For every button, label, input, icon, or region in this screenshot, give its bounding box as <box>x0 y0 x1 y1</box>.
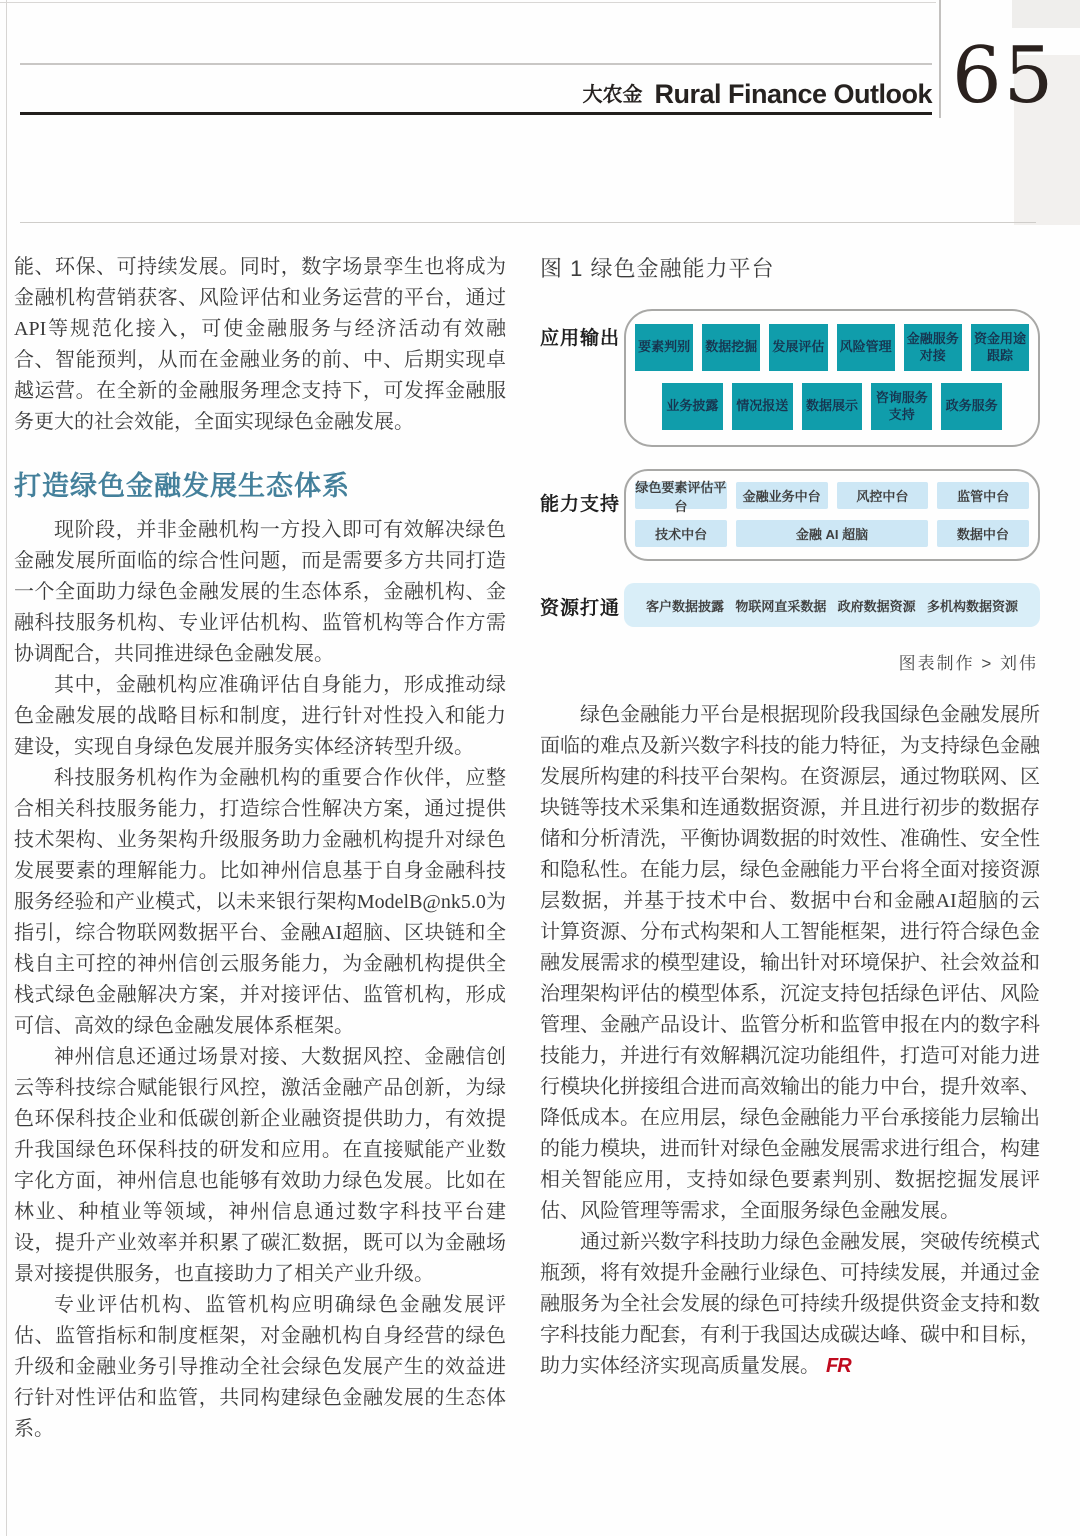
paragraph: 其中，金融机构应准确评估自身能力，形成推动绿色金融发展的战略目标和制度，进行针对性投入和能力建设，实现自身绿色发展并服务实体经济转型升级。 <box>14 674 506 758</box>
app-output-container <box>624 309 1040 447</box>
figure-credit: 图表制作 > 刘伟 <box>898 654 1038 673</box>
paragraph <box>540 1227 1040 1382</box>
resource-item: 客户数据披露 <box>646 598 725 614</box>
scan-shadow <box>1012 0 1080 28</box>
journal-title-cn: 大农金 <box>582 84 643 106</box>
app-output-box: 风险管理 <box>837 324 895 371</box>
article-end-mark: FR <box>826 1355 851 1377</box>
capability-box: 金融业务中台 <box>736 482 828 509</box>
app-output-box: 要素判别 <box>635 324 693 371</box>
capability-box: 绿色要素评估平台 <box>635 479 727 514</box>
app-output-box: 咨询服务支持 <box>871 383 932 430</box>
figure-section-capability <box>540 469 1040 561</box>
resource-item: 物联网直采数据 <box>735 598 827 614</box>
resource-band <box>624 583 1040 627</box>
header-divider-vertical <box>939 0 941 118</box>
paragraph: 绿色金融能力平台是根据现阶段我国绿色金融发展所面临的难点及新兴数字科技的能力特征，为支持绿色金融发展所构建的科技平台架构。在资源层，通过物联网、区块链等技术采集和连通数据资源，并且进行初步的数据存储和分析清洗，平衡协调数据的时效性、准确性、安全性和隐私性。在能力层，绿色金融能力平台将全面对接资源层数据，并基于技术中台、数据中台和金融AI超脑的云计算资源、分布式构架和人工智能框架，进行符合绿色金融发展需求的模型建设，输出针对环境保护、社会效益和治理架构评估的模型体系，沉淀支持包括绿色评估、风险管理、金融产品设计、监管分析和监管申报在内的数字科技能力，并进行有效解耦沉淀功能组件，打造可对能力进行模块化拼接组合进而高效输出的能力中台，提升效率、降低成本。在应用层，绿色金融能力平台承接能力层输出的能力模块，进而针对绿色金融发展需求进行组合，构建相关智能应用，支持如绿色要素判别、数据挖掘发展评估、风险管理等需求，全面服务绿色金融发展。 <box>540 704 1040 1222</box>
capability-box: 监管中台 <box>937 482 1029 509</box>
figure-section-label: 资源打通 <box>540 598 621 619</box>
figure-section-label: 应用输出 <box>540 328 621 349</box>
app-output-box: 数据展示 <box>802 383 863 430</box>
capability-box: 数据中台 <box>937 520 1029 547</box>
scan-edge-line <box>6 0 7 1536</box>
left-column <box>14 252 506 1445</box>
capability-container <box>624 469 1040 561</box>
paragraph: 专业评估机构、监管机构应明确绿色金融发展评估、监管指标和制度框架，对金融机构自身经营的绿色升级和金融业务引导推动全社会绿色发展产生的效益进行针对性评估和监管，共同构建绿色金融发展的生态体系。 <box>14 1294 506 1440</box>
paragraph: 能、环保、可持续发展。同时，数字场景孪生也将成为金融机构营销获客、风险评估和业务运营的平台，通过API等规范化接入，可使金融服务与经济活动有效融合、智能预判，从而在金融业务的前、中、后期实现卓越运营。在全新的金融服务理念支持下，可发挥金融服务更大的社会效能，全面实现绿色金融发展。 <box>14 256 506 433</box>
app-output-box: 发展评估 <box>769 324 827 371</box>
capability-box: 风控中台 <box>837 482 929 509</box>
paragraph: 现阶段，并非金融机构一方投入即可有效解决绿色金融发展所面临的综合性问题，而是需要多方共同打造一个全面助力绿色金融发展的生态体系，金融机构、金融科技服务机构、专业评估机构、监管机构等合作方需协调配合，共同推进绿色金融发展。 <box>14 519 506 665</box>
app-output-row2 <box>635 383 1029 430</box>
app-output-box: 资金用途跟踪 <box>971 324 1029 371</box>
capability-box: 技术中台 <box>635 520 727 547</box>
figure-section-resource <box>540 583 1040 627</box>
app-output-box: 金融服务对接 <box>904 324 962 371</box>
header <box>20 74 932 110</box>
paragraph: 神州信息还通过场景对接、大数据风控、金融信创云等科技综合赋能银行风控，激活金融产品创新，为绿色环保科技企业和低碳创新企业融资提供助力，有效提升我国绿色环保科技的研发和应用。在直接赋能产业数字化方面，神州信息也能够有效助力绿色发展。比如在林业、种植业等领域，神州信息通过数字科技平台建设，提升产业效率并积累了碳汇数据，既可以为金融场景对接提供服务，也直接助力了相关产业升级。 <box>14 1046 506 1285</box>
header-rule-thin <box>20 63 932 65</box>
capability-box: 金融 AI 超脑 <box>736 520 928 547</box>
section-heading: 打造绿色金融发展生态体系 <box>14 471 350 501</box>
figure-section-label: 能力支持 <box>540 494 621 515</box>
figure-section-app-output <box>540 309 1040 447</box>
page-number: 65 <box>952 31 1056 121</box>
scan-edge-line <box>0 2 936 3</box>
app-output-box: 情况报送 <box>732 383 793 430</box>
app-output-box: 政务服务 <box>941 383 1002 430</box>
capability-row2 <box>635 520 1029 547</box>
body-top-rule <box>20 222 1036 223</box>
right-column <box>540 252 1040 1382</box>
resource-item: 多机构数据资源 <box>926 598 1018 614</box>
app-output-box: 业务披露 <box>662 383 723 430</box>
app-output-row1 <box>635 324 1029 371</box>
app-output-box: 数据挖掘 <box>702 324 760 371</box>
figure-title: 图 1 绿色金融能力平台 <box>540 256 775 281</box>
paragraph: 科技服务机构作为金融机构的重要合作伙伴，应整合相关科技服务能力，打造综合性解决方案，通过提供技术架构、业务架构升级服务助力金融机构提升对绿色发展要素的理解能力。比如神州信息基于自身金融科技服务经验和产业模式，以未来银行架构ModelB@nk5.0为指引，综合物联网数据平台、金融AI超脑、区块链和全栈自主可控的神州信创云服务能力，为金融机构提供全栈式绿色金融解决方案，并对接评估、监管机构，形成可信、高效的绿色金融发展体系框架。 <box>14 767 506 1037</box>
capability-row1 <box>635 479 1029 514</box>
header-rule-thick <box>20 112 932 115</box>
paragraph-text: 通过新兴数字科技助力绿色金融发展，突破传统模式瓶颈，将有效提升金融行业绿色、可持续发展，并通过金融服务为全社会发展的绿色可持续升级提供资金支持和数字科技能力配套，有利于我国达成碳达峰、碳中和目标，助力实体经济实现高质量发展。 <box>540 1231 1040 1377</box>
resource-item: 政府数据资源 <box>837 598 916 614</box>
journal-title-en: Rural Finance Outlook <box>654 79 932 109</box>
